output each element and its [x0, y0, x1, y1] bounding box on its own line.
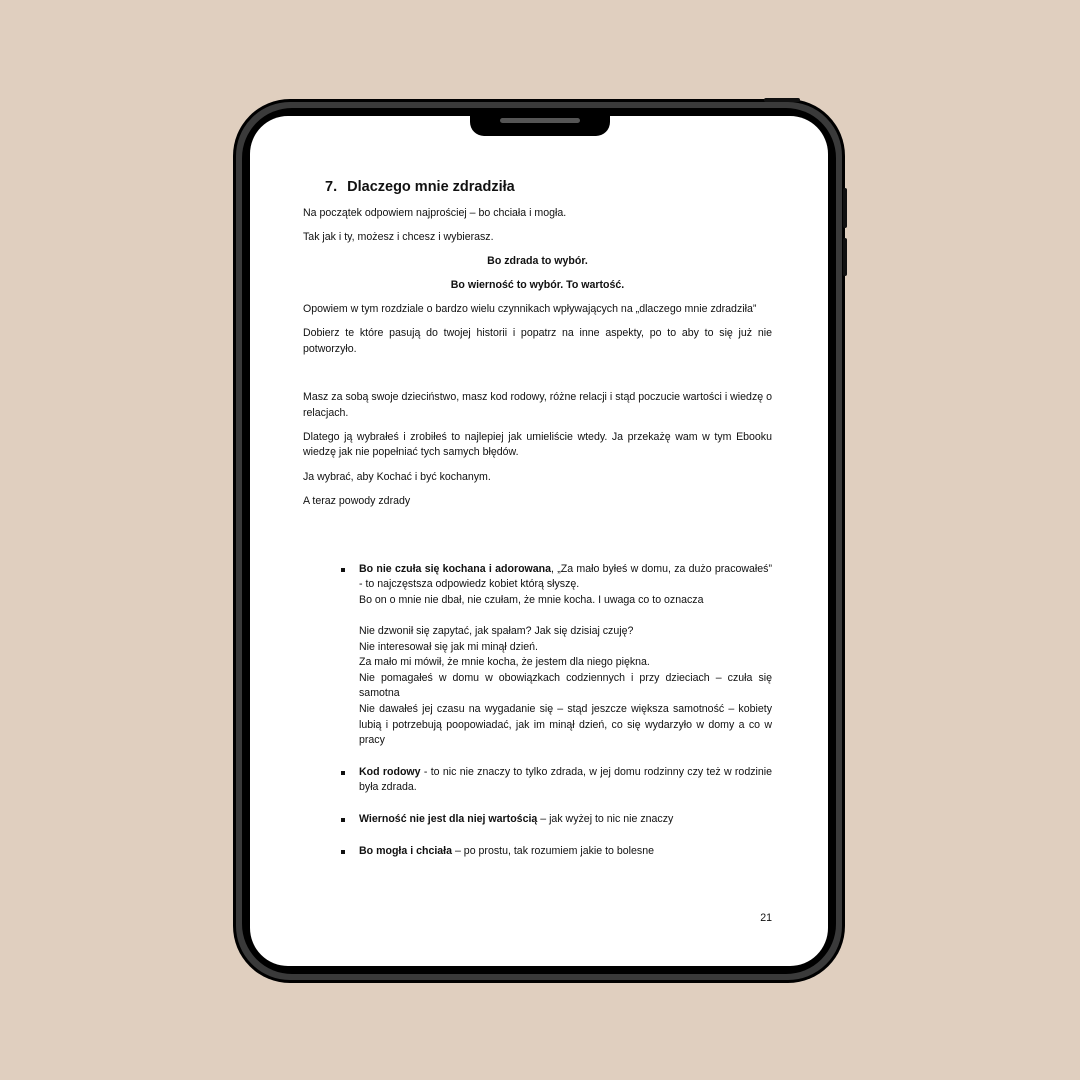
power-button — [764, 98, 800, 102]
list-item — [359, 562, 772, 749]
camera-notch — [470, 116, 610, 136]
bullet-line: Nie interesował się jak mi minął dzień. — [359, 640, 538, 653]
volume-down-button — [843, 238, 847, 276]
bullet-line: Bo on o mnie nie dbał, nie czułam, że mnie kocha. I uwaga co to oznacza — [359, 593, 704, 606]
chapter-heading — [325, 178, 772, 196]
volume-up-button — [843, 188, 847, 228]
page-number: 21 — [760, 912, 772, 924]
tablet-screen — [250, 116, 828, 966]
bullet-text: – po prostu, tak rozumiem jakie to bolesne — [452, 844, 655, 857]
paragraph: Masz za sobą swoje dzieciństwo, masz kod rodowy, różne relacji i stąd poczucie wartości i wiedzę o relacjach. — [303, 391, 772, 419]
spacer — [303, 518, 772, 562]
bullet-text: – jak wyżej to nic nie znaczy — [537, 813, 674, 826]
reasons-list — [303, 562, 772, 860]
paragraph: Opowiem w tym rozdziale o bardzo wielu czynnikach wpływających na „dlaczego mnie zdradziła” — [303, 303, 757, 316]
spacer — [303, 366, 772, 390]
bullet-text: , „Za mało byłeś w domu, za dużo pracowałeś” - to najczęstsza odpowiedz kobiet którą słyszę. — [359, 562, 772, 591]
chapter-number: 7. — [325, 179, 338, 195]
bullet-line: Nie dzwonił się zapytać, jak spałam? Jak się dzisiaj czuję? — [359, 625, 634, 638]
document-page — [303, 178, 772, 875]
bullet-line: Nie dawałeś jej czasu na wygadanie się – stąd jeszcze większa samotność – kobiety lubią i potrzebują poopowiadać, jak im minął dzień, co się wydarzyło w domy a co w pracy — [359, 703, 772, 747]
centered-statement: Bo wierność to wybór. To wartość. — [450, 279, 625, 292]
paragraph: Dlatego ją wybrałeś i zrobiłeś to najlepiej jak umieliście wtedy. Ja przekażę wam w tym Ebooku wiedzę jak nie popełniać tych samych błędów. — [303, 430, 772, 459]
bullet-line: Nie pomagałeś w domu w obowiązkach codziennych i przy dzieciach – czuła się samotna — [359, 671, 772, 700]
bullet-bold-text: Bo nie czuła się kochana i adorowana — [359, 562, 552, 575]
bullet-bold-text: Bo mogła i chciała — [359, 844, 453, 857]
paragraph: Ja wybrać, aby Kochać i być kochanym. — [303, 470, 491, 483]
bullet-text: - to nic nie znaczy to tylko zdrada, w jej domu rodzinny czy też w rodzinie była zdrada. — [359, 765, 772, 794]
paragraph: Dobierz te które pasują do twojej historii i popatrz na inne aspekty, po to aby to się już nie potworzyło. — [303, 327, 772, 356]
paragraph: Tak jak i ty, możesz i chcesz i wybierasz. — [303, 231, 494, 244]
bullet-line: Za mało mi mówił, że mnie kocha, że jestem dla niego piękna. — [359, 656, 650, 669]
bullet-bold-text: Wierność nie jest dla niej wartością — [359, 813, 538, 826]
bullet-bold-text: Kod rodowy — [359, 765, 421, 778]
chapter-title: Dlaczego mnie zdradziła — [347, 179, 515, 195]
paragraph: Na początek odpowiem najprościej – bo chciała i mogła. — [303, 207, 567, 219]
speaker-grille — [500, 118, 580, 123]
list-item — [359, 765, 772, 796]
list-item — [359, 844, 772, 860]
paragraph: A teraz powody zdrady — [303, 494, 411, 507]
centered-statement: Bo zdrada to wybór. — [487, 255, 588, 268]
spacer — [359, 609, 772, 625]
list-item — [359, 812, 772, 828]
